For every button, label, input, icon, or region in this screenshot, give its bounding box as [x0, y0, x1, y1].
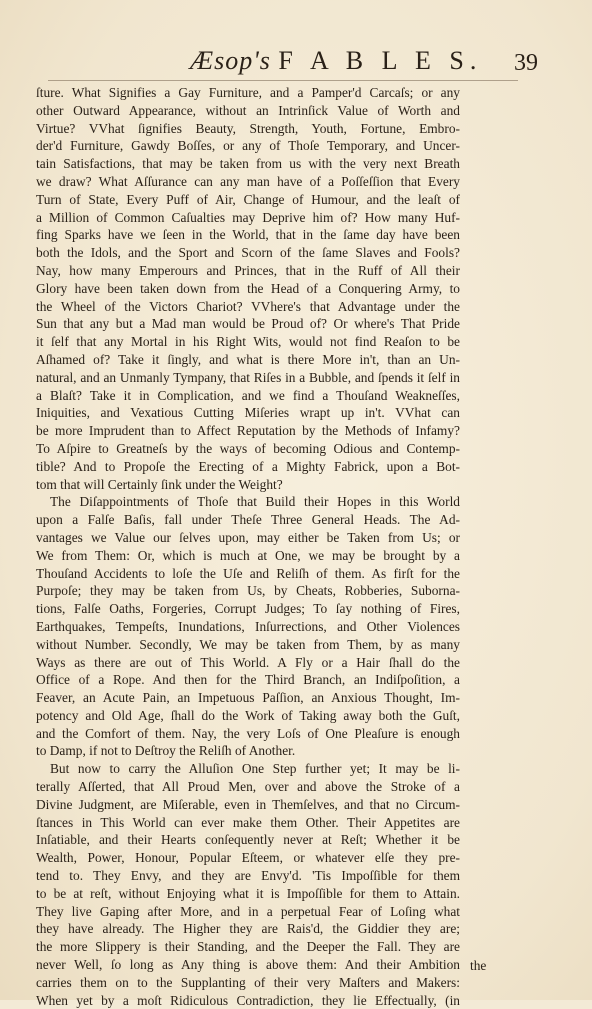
text-line: tend to. They Envy, and they are Envy'd. 'Tis Impoſſible for them [36, 868, 460, 884]
text-line: other Outward Appearance, without an Intrinſick Value of Worth and [36, 102, 460, 118]
text-line: to be at reſt, without Enjoying what it is Impoſſible for them to Attain. [36, 885, 460, 901]
text-line: We from Them: Or, which is much at One, we may be brought by a [36, 547, 460, 563]
text-line: the more Slippery is their Standing, and the Deeper the Fall. They are [36, 939, 460, 955]
text-line: Feaver, an Acute Pain, an Impetuous Paſſion, an Anxious Thought, Im- [36, 690, 460, 706]
page-number: 39 [514, 50, 538, 76]
text-line: be more Imprudent than to Affect Reputation by the Methods of Infamy? [36, 423, 460, 439]
text-line: Sun that any but a Mad man would be Proud of? Or where's That Pride [36, 316, 460, 332]
text-line: To Aſpire to Greatneſs by the ways of becoming Odious and Contemp- [36, 440, 460, 456]
text-line: without Number. Secondly, We may be taken from Them, by as many [36, 636, 460, 652]
text-line: carries them on to the Supplanting of their very Maſters and Makers: [36, 974, 460, 990]
text-line: the Wheel of the Victors Chariot? VVhere's that Advantage under the [36, 298, 460, 314]
text-line: it ſelf that any Mortal in his Right Wits, would not find Reaſon to be [36, 334, 460, 350]
text-line: Virtue? VVhat ſignifies Beauty, Strength, Youth, Fortune, Embro- [36, 120, 460, 136]
text-line: vantages we Value our ſelves upon, may either be Taken from Us; or [36, 529, 460, 545]
text-line: never Well, ſo long as Any thing is above them: And their Ambition [36, 957, 460, 973]
text-line: Aſhamed of? Take it ſingly, and what is there More in't, than an Un- [36, 351, 460, 367]
text-line: potency and Old Age, ſhall do the Work of Taking away both the Guſt, [36, 707, 460, 723]
text-line: Office of a Rope. And then for the Third Branch, an Indiſpoſition, a [36, 672, 460, 688]
text-line: tions, Falſe Oaths, Forgeries, Corrupt Judges; To ſay nothing of Fires, [36, 601, 460, 617]
text-line: a Million of Common Caſualties may Deprive him of? How many Huf- [36, 209, 460, 225]
text-line: tain Satisfactions, that may be taken from us with the very next Breath [36, 156, 460, 172]
text-line: Wealth, Power, Honour, Popular Eſteem, or whatever elſe they pre- [36, 850, 460, 866]
text-line: Glory have been taken down from the Head of a Conquering Army, to [36, 280, 460, 296]
text-line: ſture. What Signifies a Gay Furniture, and a Pamper'd Carcaſs; or any [36, 85, 460, 100]
text-line: But now to carry the Alluſion One Step further yet; It may be li- [50, 761, 460, 777]
text-line: tible? And to Propoſe the Erecting of a Mighty Fabrick, upon a Bot- [36, 458, 460, 474]
page-header [190, 46, 550, 78]
text-line: to Damp, if not to Deſtroy the Reliſh of Another. [36, 743, 296, 759]
text-line: Thouſand Accidents to loſe the Uſe and Reliſh of them. As firſt for the [36, 565, 460, 581]
text-line: der'd Furniture, Gawdy Boſſes, or any of Thoſe Temporary, and Uncer- [36, 138, 460, 154]
text-line: natural, and an Unmanly Tympany, that Riſes in a Bubble, and ſpends it ſelf in [36, 369, 460, 385]
text-line: Divine Judgment, are Miſerable, even in Themſelves, and that no Circum- [36, 796, 460, 812]
text-line: Iniquities, and Vexatious Cutting Miſeries wrapt up in't. VVhat can [36, 405, 460, 421]
text-line: Inſatiable, and their Hearts conſequently never at Reſt; Whether it be [36, 832, 460, 848]
body-text [36, 84, 460, 1009]
header-rule [48, 80, 518, 81]
running-title-caps: F A B L E S. [278, 46, 483, 75]
text-line: a Blaſt? Take it in Complication, and we find a Thouſand Weakneſſes, [36, 387, 460, 403]
text-line: we draw? What Aſſurance can any man have of a Poſſeſſion that Every [36, 173, 460, 189]
text-line: fing Sparks have we ſeen in the World, that in the ſame day have been [36, 227, 460, 243]
text-line: Earthquakes, Tempeſts, Inundations, Inſurrections, and Other Violences [36, 618, 460, 634]
running-title [190, 46, 482, 76]
text-line: The Diſappointments of Thoſe that Build their Hopes in this World [50, 494, 460, 510]
text-line: They live Gaping after More, and in a perpetual Fear of Loſing what [36, 903, 460, 919]
text-line: ſtances in This World can ever make them Other. Their Appetites are [36, 814, 460, 830]
catchword: the [470, 958, 487, 973]
text-line: Nay, how many Emperours and Princes, that in the Ruff of All their [36, 262, 460, 278]
text-line: Ways as there are out of This World. A Fly or a Hair ſhall do the [36, 654, 460, 670]
text-line: and the Comfort of them. Nay, the very Loſs of One Pleaſure is enough [36, 725, 460, 741]
text-line: Purpoſe; they may be taken from Us, by Cheats, Robberies, Suborna- [36, 583, 460, 599]
text-line: tom that will Certainly ſink under the Weight? [36, 476, 283, 492]
text-line: Turn of State, Every Puff of Air, Change of Humour, and the leaſt of [36, 191, 460, 207]
text-line: they have already. The Higher they are Rais'd, the Giddier they are; [36, 921, 460, 937]
text-line: upon a Falſe Baſis, fall under Theſe Three General Heads. The Ad- [36, 512, 460, 528]
text-line: both the Idols, and the Sport and Scorn of the ſame Slaves and Fools? [36, 245, 460, 261]
text-line: When yet by a moſt Ridiculous Contradiction, they lie Effectually, (in [36, 992, 460, 1008]
running-title-italic: Æsop's [190, 46, 271, 75]
text-line: terally Aſſerted, that All Proud Men, over and above the Stroke of a [36, 779, 460, 795]
